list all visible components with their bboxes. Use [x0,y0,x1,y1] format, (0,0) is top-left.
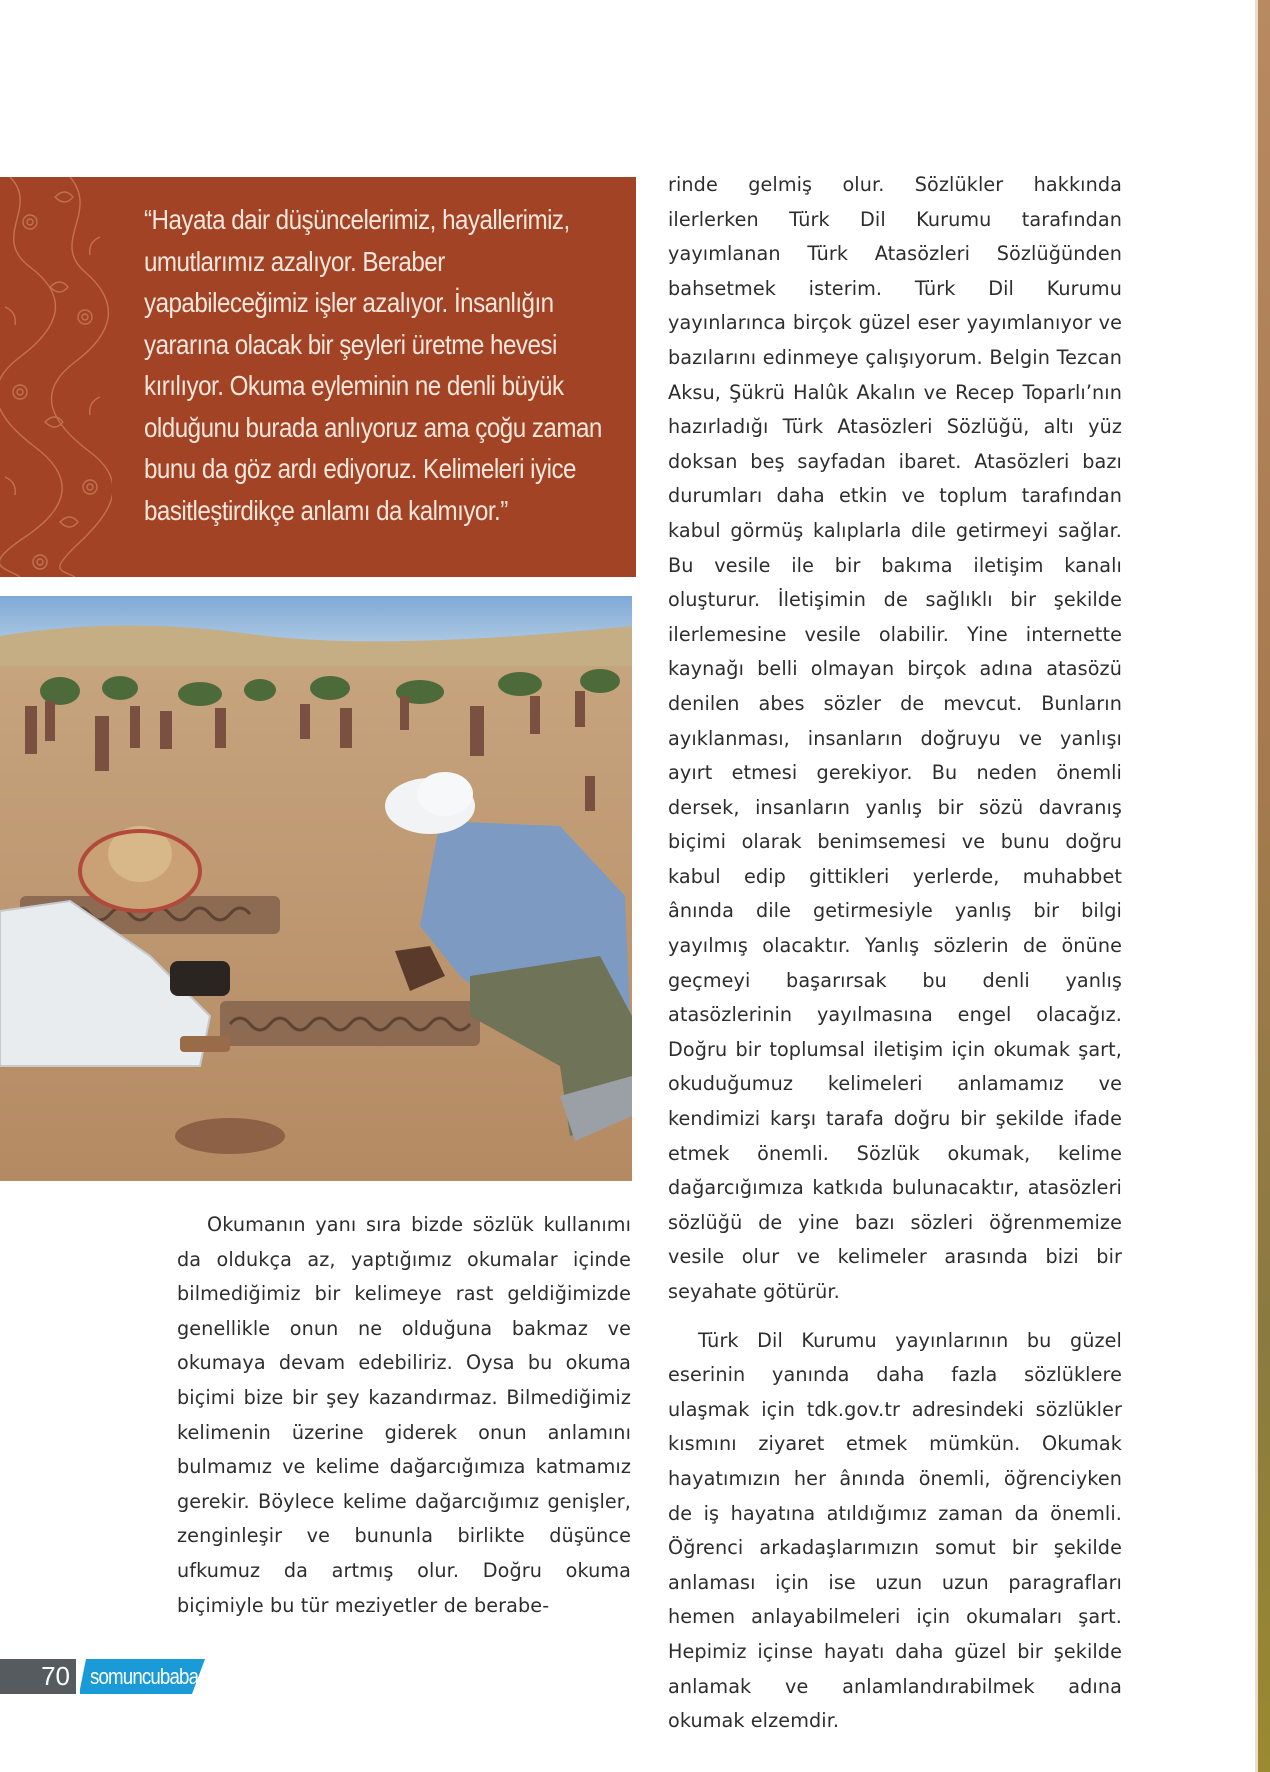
quote-line: yapabileceğimiz işler azalıyor. İnsanlığın [144,287,554,318]
article-paragraph: Türk Dil Kurumu yayınlarının bu güzel eserinin yanında daha fazla sözlüklere ulaşmak için tdk.gov.tr adresindeki sözlükler kısmını ziyaret etmek mümkün. Okumak hayatımızın her ânında önemli, öğrenciyken de iş hayatına atıldığımız zaman da önemli. Öğrenci arkadaşlarımızın somut bir şekilde anlaması için ise uzun uzun paragrafları hemen anlayabilmeleri için okumaları şart. Hepimiz içinse hayatı daha güzel bir şekilde anlamak ve anlamlandırabilmek adına okumak elzemdir. [668,1328,1122,1733]
quote-line: olduğunu burada anlıyoruz ama çoğu zaman [144,411,602,443]
quote-line: kırılıyor. Okuma eyleminin ne denli büyük [144,370,564,401]
page-number: 70 [0,1659,76,1694]
floral-pattern-icon [0,177,112,577]
quote-line: basitleştirdikçe anlamı da kalmıyor.” [144,494,508,526]
magazine-brand-tab [80,1659,205,1694]
article-paragraph: rinde gelmiş olur. Sözlükler hakkında ilerlerken Türk Dil Kurumu tarafından yayımlanan Türk Atasözleri Sözlüğünden bahsetmek isterim. Türk Dil Kurumu yayınlarınca birçok güzel eser yayımlanıyor ve bazılarını edinmeye çalışıyorum. Belgin Tezcan Aksu, Şükrü Halûk Akalın ve Recep Toparlı’nın hazırladığı Türk Atasözleri Sözlüğü, altı yüz doksan beş sayfadan ibaret. Atasözleri bazı durumları daha etkin ve toplum tarafından kabul görmüş kalıplarla dile getirmeyi sağlar. Bu vesile ile bir bakıma iletişim kanalı oluşturur. İletişimin de sağlıklı bir şekilde ilerlemesine vesile olabilir. Yine internette kaynağı belli olmayan birçok adına atasözü denilen abes sözler de mevcut. Bunların ayıklanması, insanların doğruyu ve yanlışı ayırt etmesi gerekiyor. Bu neden önemli dersek, insanların yanlış bir sözü davranış biçimi olarak benimsemesi ve bunu doğru kabul edip gittikleri yerlerde, muhabbet ânında dile getirmesiyle yanlış bir bilgi yayılmış olacaktır. Yanlış sözlerin de önüne geçmeyi başarırsak bu denli yanlış atasözlerinin yayılmasına engel olacağız. Doğru bir toplumsal iletişim için okumak şart, okuduğumuz kelimeleri anlamamız ve kendimizi karşı tarafa doğru bir şekilde ifade etmek önemli. Sözlük okumak, kelime dağarcığımıza katkıda bulunacaktır, atasözleri sözlüğü de yine bazı sözleri öğrenmemize vesile olur ve kelimeler arasında bizi bir seyahate götürür. [668,173,1122,1303]
archaeological-excavation-photo [0,596,632,1181]
quote-line: “Hayata dair düşüncelerimiz, hayallerimiz, [144,204,570,235]
article-column-right [668,168,1122,1739]
quote-line: yararına olacak bir şeyleri üretme hevesi [144,328,557,360]
pull-quote-box [0,177,636,577]
article-column-left [177,1208,631,1623]
quote-line: umutlarımız azalıyor. Beraber [144,245,445,277]
magazine-brand-name: somuncubaba [90,1664,199,1689]
quote-line: bunu da göz ardı ediyoruz. Kelimeleri iyice [144,453,576,484]
pull-quote-text [144,199,619,531]
article-paragraph: Okumanın yanı sıra bizde sözlük kullanımı da oldukça az, yaptığımız okumalar içinde bilmediğimiz bir kelimeye rast geldiğimizde genellikle onun ne olduğuna bakmaz ve okumaya devam edebiliriz. Oysa bu okuma biçimi bize bir şey kazandırmaz. Bilmediğimiz kelimenin üzerine giderek onun anlamını bulmamız ve kelime dağarcığımıza katmamız gerekir. Böylece kelime dağarcığımız genişler, zenginleşir ve bununla birlikte düşünce ufkumuz da artmış olur. Doğru okuma biçimiyle bu tür meziyetler de berabe- [177,1213,631,1617]
page-edge-strip [1258,0,1270,1772]
